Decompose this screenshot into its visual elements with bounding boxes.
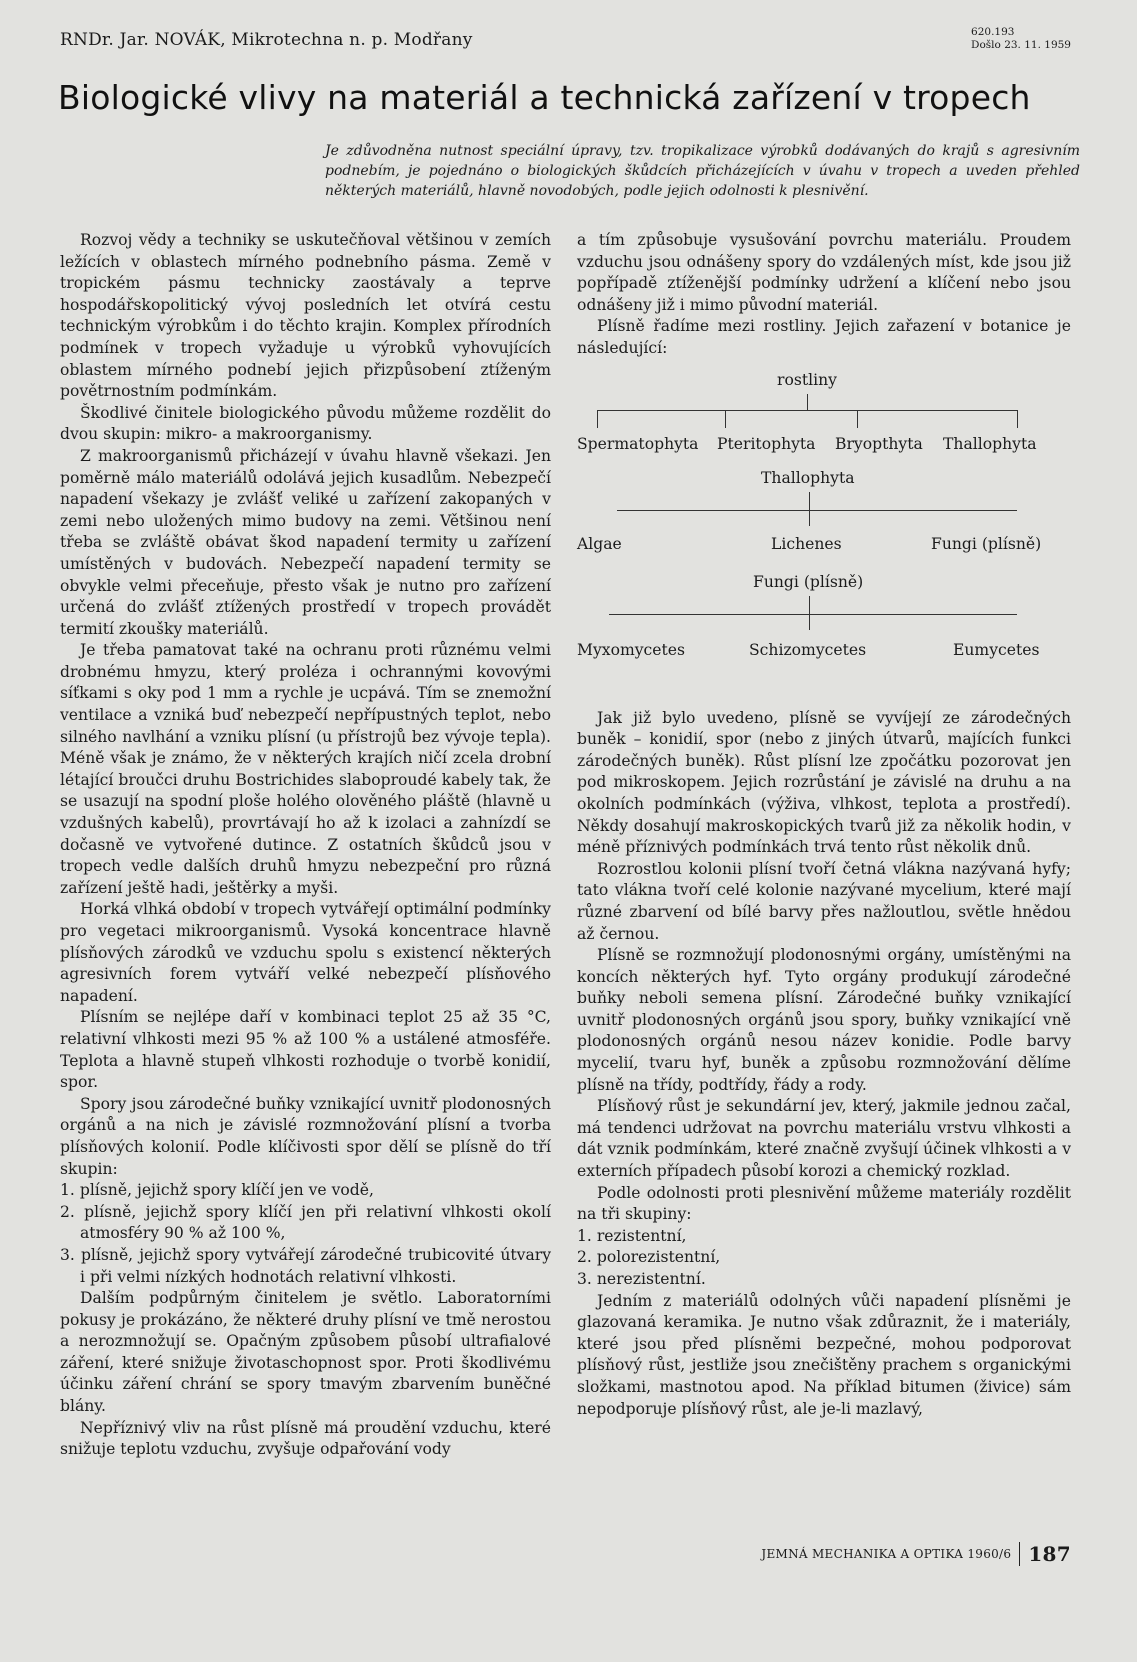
tree-connector bbox=[809, 596, 810, 614]
tree-node: Fungi (plísně) bbox=[931, 534, 1042, 553]
tree-connector bbox=[857, 410, 858, 428]
tree-node: Eumycetes bbox=[953, 640, 1040, 659]
list-item: 3. nerezistentní. bbox=[577, 1270, 706, 1288]
paragraph: Plísním se nejlépe daří v kombinaci teplot 25 až 35 °C, relativní vlhkosti mezi 95 % až 100 % a ustálené atmosféře. Teplota a hlavně stupeň vlhkosti rozhoduje o tvorbě konidií, spor. bbox=[60, 1008, 551, 1092]
paragraph: Škodlivé činitele biologického původu můžeme rozdělit do dvou skupin: mikro- a makroorganismy. bbox=[60, 403, 551, 444]
tree-node: Thallophyta bbox=[943, 434, 1037, 453]
paragraph: Plísňový růst je sekundární jev, který, jakmile jednou začal, má tendenci udržovat na povrchu materiálu vrstvu vlhkosti a dát vznik podmínkám, které značně zvyšují účinek vlhkosti a v externích případech působí korozi a chemický rozklad. bbox=[577, 1097, 1071, 1181]
header-meta bbox=[971, 26, 1071, 52]
paragraph: Horká vlhká období v tropech vytvářejí optimální podmínky pro vegetaci mikroorganismů. Vysoká koncentrace hlavně plísňových zárodků ve vzduchu spolu s existencí některých agresivních forem vytváří velké nebezpečí plísňového napadení. bbox=[60, 900, 551, 1005]
taxonomy-tree bbox=[577, 370, 1071, 700]
page-footer bbox=[761, 1542, 1071, 1566]
tree-connector bbox=[609, 614, 1017, 615]
tree-connector bbox=[597, 410, 598, 428]
tree-node-root: rostliny bbox=[777, 370, 837, 389]
tree-connector bbox=[809, 492, 810, 510]
paragraph: Spory jsou zárodečné buňky vznikající uvnitř plodonosných orgánů a na nich je závislé rozmnožování plísní a tvorba plísňových kolonií. Podle klíčivosti spor dělí se plísně do tří skupin: bbox=[60, 1094, 551, 1178]
paragraph: Nepříznivý vliv na růst plísně má proudění vzduchu, které snižuje teplotu vzduchu, zvyšuje odpařování vody bbox=[60, 1418, 551, 1459]
paragraph: Jak již bylo uvedeno, plísně se vyvíjejí ze zárodečných buněk – konidií, spor (nebo z jiných útvarů, majících funkci zárodečných buněk). Růst plísní lze zpočátku pozorovat jen pod mikroskopem. Jejich rozrůstání je závislé na druhu a na okolních podmínkách (výživa, vlhkost, teplota a prostředí). Někdy dosahují makroskopických tvarů již za několik hodin, v méně příznivých podmínkách trvá tento růst několik dnů. bbox=[577, 708, 1071, 857]
tree-connector bbox=[617, 510, 1017, 511]
list-item: 2. plísně, jejichž spory klíčí jen při relativní vlhkosti okolí atmosféry 90 % až 100 %, bbox=[60, 1202, 551, 1243]
abstract: Je zdůvodněna nutnost speciální úpravy, tzv. tropikalizace výrobků dodávaných do krajů s agresivním podnebím, je pojednáno o biologických škůdcích přicházejících v úvahu v tropech a uveden přehled některých materiálů, hlavně novodobých, podle jejich odolnosti k plesnivění. bbox=[325, 143, 1080, 199]
list-item: 1. rezistentní, bbox=[577, 1226, 687, 1245]
list-item: 2. polorezistentní, bbox=[577, 1248, 721, 1267]
paragraph: Je třeba pamatovat také na ochranu proti různému velmi drobnému hmyzu, který proléza i ochrannými kovovými síťkami s oky pod 1 mm a rychle je ucpává. Tím se znemožní ventilace a vzniká buď nebezpečí nepřípustných teplot, nebo silného navlhání a vzniku plísní (u přístrojů bez vývoje tepla). Méně však je známo, že v některých krajích ničí zcela drobní létající broučci druhu Bostrichides slaboproudé kabely tak, že se usazují na spodní ploše holého olověného pláště (hlavně u vzdušných kabelů), provrtávají ho až k izolaci a zahnízdí se dočasně ve vytvořené dutince. Z ostatních škůdců jsou v tropech vedle dalších druhů hmyzu nebezpeční pro různá zařízení ještě hadi, ještěrky a myši. bbox=[60, 641, 551, 897]
tree-node: Pteritophyta bbox=[717, 434, 816, 453]
tree-connector bbox=[1017, 410, 1018, 428]
tree-node: Spermatophyta bbox=[577, 434, 699, 453]
tree-node: Schizomycetes bbox=[749, 640, 867, 659]
paragraph: a tím způsobuje vysušování povrchu materiálu. Proudem vzduchu jsou odnášeny spory do vzdálených míst, kde jsou již popřípadě ztíženější podmínky udržení a klíčení nebo jsou odnášeny již i mimo původní materiál. bbox=[577, 231, 1071, 314]
right-column bbox=[577, 230, 1071, 1420]
tree-node: Algae bbox=[577, 534, 622, 553]
tree-node: Myxomycetes bbox=[577, 640, 686, 659]
list-item: 1. plísně, jejichž spory klíčí jen ve vodě, bbox=[60, 1181, 374, 1200]
paragraph: Podle odolnosti proti plesnivění můžeme materiály rozdělit na tři skupiny: bbox=[577, 1183, 1071, 1224]
author-line: RNDr. Jar. NOVÁK, Mikrotechna n. p. Modřany bbox=[60, 30, 473, 50]
paragraph: Rozvoj vědy a techniky se uskutečňoval většinou v zemích ležících v oblastech mírného podnebního pásma. Země v tropickém pásmu technicky zaostávaly a teprve hospodářskopolitický vývoj posledních let otvírá cestu technickým výrobkům i do těchto krajin. Komplex přírodních podmínek v tropech vyžaduje u výrobků vyhovujících oblastem mírného podnebí jejich přizpůsobení ztíženým povětrnostním podmínkám. bbox=[60, 231, 551, 401]
paragraph: Plísně se rozmnožují plodonosnými orgány, umístěnými na koncích některých hyf. Tyto orgány produkují zárodečné buňky neboli semena plísní. Zárodečné buňky vznikající uvnitř plodonosných orgánů jsou spory, buňky vznikající vně plodonosných orgánů nesou název konidie. Podle barvy mycelií, tvaru hyf, buněk a způsobu rozmnožování dělíme plísně na třídy, podtřídy, řády a rody. bbox=[577, 946, 1071, 1094]
paragraph: Dalším podpůrným činitelem je světlo. Laboratorními pokusy je prokázáno, že některé druhy plísní ve tmě nerostou a nerozmnožují se. Opačným způsobem působí ultrafialové záření, které snižuje životaschopnost spor. Proti škodlivému účinku záření chrání se spory tmavým zbarvením buněčné blány. bbox=[60, 1289, 551, 1416]
tree-node: Bryopthyta bbox=[835, 434, 923, 453]
udc-code: 620.193 bbox=[971, 26, 1015, 38]
tree-connector bbox=[807, 394, 808, 410]
received-date: Došlo 23. 11. 1959 bbox=[971, 39, 1071, 51]
journal-name: JEMNÁ MECHANIKA A OPTIKA 1960/6 bbox=[761, 1547, 1012, 1561]
tree-connector bbox=[725, 410, 726, 428]
page-number: 187 bbox=[1028, 1542, 1071, 1566]
tree-connector bbox=[597, 410, 1017, 411]
paragraph: Jedním z materiálů odolných vůči napadení plísněmi je glazovaná keramika. Je nutno však zdůraznit, že i materiály, které jsou před plísněmi bezpečné, mohou podporovat plísňový růst, jestliže jsou znečištěny prachem s organickými složkami, mastnotou apod. Na příklad bitumen (živice) sám nepodporuje plísňový růst, ale je-li mazlavý, bbox=[577, 1291, 1071, 1418]
list-item: 3. plísně, jejichž spory vytvářejí zárodečné trubicovité útvary i při velmi nízkých hodnotách relativní vlhkosti. bbox=[60, 1245, 551, 1286]
paragraph: Plísně řadíme mezi rostliny. Jejich zařazení v botanice je následující: bbox=[577, 317, 1071, 357]
article-title: Biologické vlivy na materiál a technická zařízení v tropech bbox=[58, 78, 1031, 117]
tree-node: Lichenes bbox=[771, 534, 842, 553]
tree-node-thallophyta: Thallophyta bbox=[761, 468, 855, 487]
footer-divider bbox=[1019, 1542, 1020, 1566]
tree-connector bbox=[809, 510, 810, 526]
left-column bbox=[60, 230, 551, 1461]
paragraph: Z makroorganismů přicházejí v úvahu hlavně všekazi. Jen poměrně málo materiálů odolává jejich kusadlům. Nebezpečí napadení všekazy je zvlášť veliké u zařízení zakopaných v zemi nebo uložených mimo budovy na zemi. Většinou není třeba se zvláště obávat škod napadení termity u zařízení umístěných v budovách. Nebezpečí napadení termity se obvykle velmi přeceňuje, přesto však je nutno pro zařízení určená do zvlášť ztížených prostředí v tropech provádět termití zkoušky materiálů. bbox=[60, 446, 551, 638]
tree-connector bbox=[809, 614, 810, 630]
tree-node-fungi: Fungi (plísně) bbox=[753, 572, 864, 591]
paragraph: Rozrostlou kolonii plísní tvoří četná vlákna nazývaná hyfy; tato vlákna tvoří celé kolonie nazývané mycelium, které mají různé zbarvení od bílé barvy přes nažloutlou, světle hnědou až černou. bbox=[577, 859, 1071, 943]
